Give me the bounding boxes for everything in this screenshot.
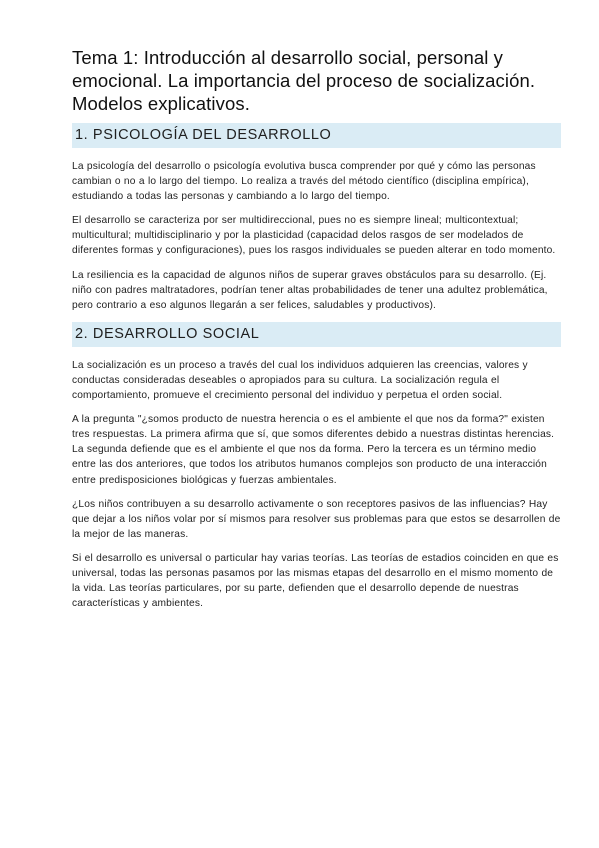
document-title: Tema 1: Introducción al desarrollo social, personal y emocional. La importancia del proceso de socialización. Modelos explicativos. (72, 47, 536, 114)
paragraph: El desarrollo se caracteriza por ser multidireccional, pues no es siempre lineal; multicontextual; multicultural; multidisciplinario y por la plasticidad (capacidad delos rasgos de ser modelados de diferentes formas y configuraciones), pues los rasgos individuales se pueden alterar en todo momento. (72, 215, 556, 257)
paragraph: La resiliencia es la capacidad de algunos niños de superar graves obstáculos para su desarrollo. (Ej. niño con padres maltratadores, podrían tener altas probabilidades de tener una adultez problemática, pero contrario a eso algunos llegarán a ser felices, saludables y productivos). (72, 269, 548, 311)
paragraph: A la pregunta "¿somos producto de nuestra herencia o es el ambiente el que nos da forma?" existen tres respuestas. La primera afirma que sí, que somos diferentes debido a nuestras distintas herencias. La segunda defiende que es el ambiente el que nos da forma. Pero la tercera es un término medio entre las dos anteriores, que todos los atributos humanos complejos son producto de una interacción entre predisposiciones biológicas y fuerzas ambientales. (72, 414, 555, 486)
section-psicologia-del-desarrollo (72, 123, 561, 313)
paragraph: La psicología del desarrollo o psicología evolutiva busca comprender por qué y cómo las personas cambian o no a lo largo del tiempo. Lo realiza a través del método científico (disciplina empírica), estudiando a todas las personas y cambiando a lo largo del tiempo. (72, 161, 536, 203)
paragraph: Si el desarrollo es universal o particular hay varias teorías. Las teorías de estadios coinciden en que es universal, todas las personas pasamos por las mismas etapas del desarrollo en el mismo momento de la vida. Las teorías particulares, por su parte, defienden que el desarrollo depende de nuestras características y ambientes. (72, 552, 559, 610)
section-heading: 1. PSICOLOGÍA DEL DESARROLLO (72, 123, 561, 148)
section-heading: 2. DESARROLLO SOCIAL (72, 322, 561, 347)
document-page (72, 46, 561, 620)
section-desarrollo-social (72, 322, 561, 611)
paragraph: La socialización es un proceso a través del cual los individuos adquieren las creencias, valores y conductas consideradas deseables o apropiados para su cultura. La socialización regula el comportamiento, promueve el crecimiento personal del individuo y perpetua el orden social. (72, 359, 528, 402)
paragraph: ¿Los niños contribuyen a su desarrollo activamente o son receptores pasivos de las influencias? Hay que dejar a los niños volar por sí mismos para resolver sus problemas para que estos se desarrollen de la mejor de las maneras. (72, 498, 561, 540)
